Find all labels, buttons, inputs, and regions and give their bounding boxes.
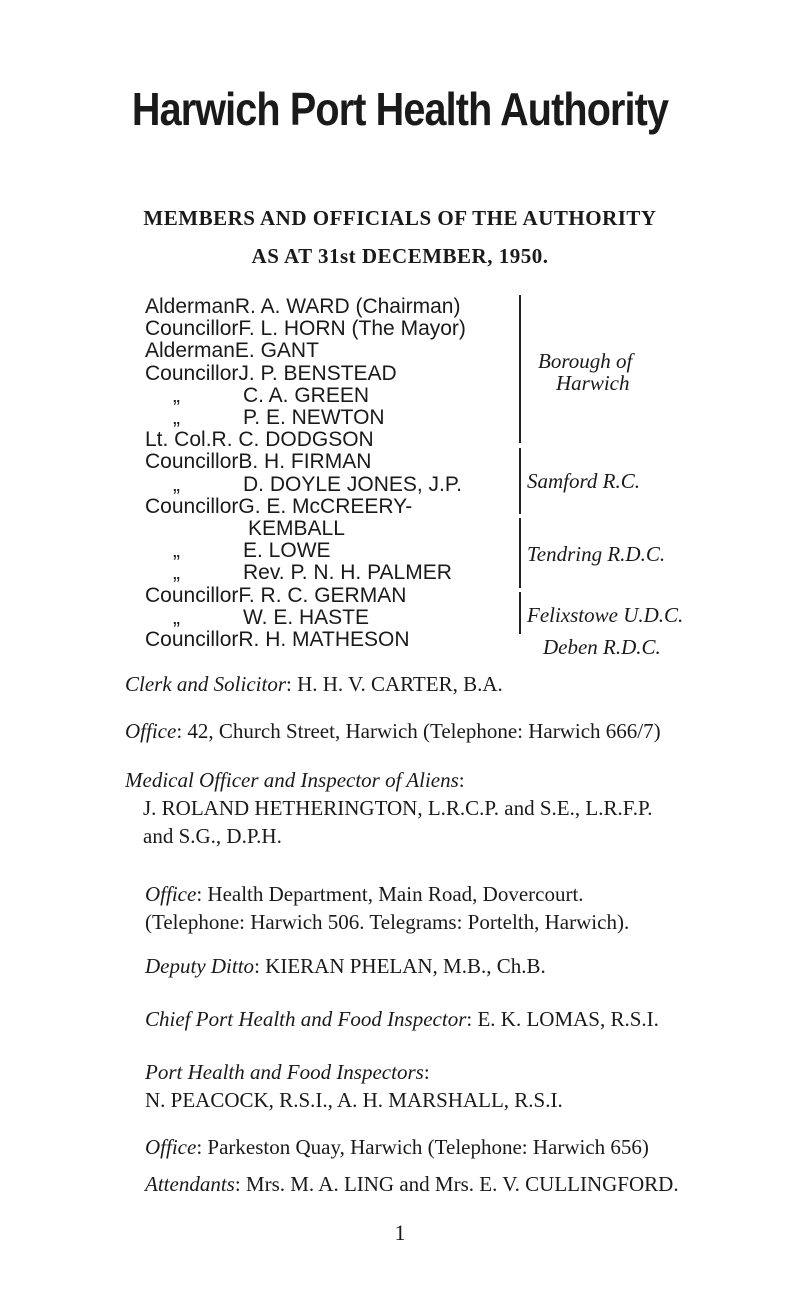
group-harwich-line1: Borough of [538, 349, 633, 373]
page-number: 1 [394, 1220, 406, 1245]
office2-label: Office [145, 882, 197, 906]
member-row [145, 562, 452, 584]
entry-clerk: Clerk and Solicitor: H. H. V. CARTER, B.A. [125, 672, 503, 696]
entry-office-2: Office: Health Department, Main Road, Dovercourt. (Telephone: Harwich 506. Telegrams: Portelth, Harwich). [145, 882, 630, 934]
member-name: E. LOWE [243, 539, 331, 563]
member-name: G. E. McCREERY- [238, 494, 413, 518]
brace-samford [513, 448, 521, 514]
member-name: KEMBALL [248, 517, 345, 540]
member-row [145, 385, 369, 407]
office1-label: Office [125, 719, 177, 743]
mo-value-2: and S.G., D.P.H. [143, 824, 282, 848]
member-row [145, 540, 331, 562]
member-title: Councillor [145, 494, 239, 518]
member-title: Councillor [145, 450, 239, 474]
member-row [145, 363, 397, 385]
deputy-label: Deputy Ditto [145, 954, 255, 978]
member-row [145, 340, 319, 362]
member-name: D. DOYLE JONES, J.P. [243, 472, 463, 496]
member-row [145, 607, 369, 629]
group-samford: Samford R.C. [527, 469, 640, 493]
member-name: R. C. DODGSON [211, 428, 374, 452]
ditto-mark: „ [173, 605, 180, 629]
member-name: F. L. HORN (The Mayor) [238, 317, 466, 341]
member-name: P. E. NEWTON [243, 406, 385, 429]
brace-felixstowe [513, 592, 521, 634]
entry-attendants: Attendants: Mrs. M. A. LING and Mrs. E. V. CULLINGFORD. [145, 1172, 679, 1196]
entry-medical-officer: Medical Officer and Inspector of Aliens: J. ROLAND HETHERINGTON, L.R.C.P. and S.E., L.R.F.P. and S.G., D.P.H. [125, 768, 653, 848]
group-tendring: Tendring R.D.C. [527, 542, 666, 566]
member-row [145, 296, 460, 318]
member-row [145, 451, 371, 473]
entry-office-3: Office: Parkeston Quay, Harwich (Telephone: Harwich 656) [145, 1135, 649, 1159]
ditto-mark: „ [173, 472, 180, 496]
member-title: Alderman [145, 339, 235, 363]
ditto-mark: „ [173, 383, 180, 407]
ditto-mark: „ [173, 539, 180, 563]
subtitle-line-1: MEMBERS AND OFFICIALS OF THE AUTHORITY [143, 206, 657, 230]
brace-harwich [513, 295, 521, 443]
member-name: C. A. GREEN [243, 383, 370, 407]
office1-value: 42, Church Street, Harwich (Telephone: Harwich 666/7) [187, 719, 661, 743]
brace-tendring [513, 518, 521, 588]
member-row [145, 318, 466, 340]
member-row [248, 518, 345, 540]
mo-value-1: J. ROLAND HETHERINGTON, L.R.C.P. and S.E., L.R.F.P. [143, 796, 653, 820]
entry-deputy: Deputy Ditto: KIERAN PHELAN, M.B., Ch.B. [145, 954, 546, 978]
mo-label: Medical Officer and Inspector of Aliens [125, 768, 459, 792]
office3-label: Office [145, 1135, 197, 1159]
member-title: Councillor [145, 583, 239, 607]
office2-value-1: Health Department, Main Road, Dovercourt. [207, 882, 584, 906]
member-row [145, 585, 406, 607]
office3-value: Parkeston Quay, Harwich (Telephone: Harwich 656) [207, 1135, 649, 1159]
member-name: Rev. P. N. H. PALMER [243, 561, 452, 585]
subtitle-line-2: AS AT 31st DECEMBER, 1950. [251, 244, 549, 268]
member-name: B. H. FIRMAN [238, 450, 372, 474]
member-title: Councillor [145, 361, 239, 385]
member-title: Alderman [145, 295, 235, 318]
member-row [145, 474, 462, 496]
member-title: Councillor [145, 628, 239, 651]
entry-office-1: Office: 42, Church Street, Harwich (Telephone: Harwich 666/7) [125, 719, 661, 743]
group-felixstowe: Felixstowe U.D.C. [527, 603, 684, 627]
chief-label: Chief Port Health and Food Inspector [145, 1007, 467, 1031]
member-name: J. P. BENSTEAD [238, 361, 397, 385]
member-name: R. A. WARD (Chairman) [234, 295, 461, 318]
document-title: Harwich Port Health Authority [131, 83, 669, 135]
clerk-value: H. H. V. CARTER, B.A. [297, 672, 503, 696]
member-name: E. GANT [234, 339, 319, 363]
deputy-value: KIERAN PHELAN, M.B., Ch.B. [265, 954, 546, 978]
member-row [145, 429, 374, 451]
member-row [145, 629, 410, 651]
office2-value-2: (Telephone: Harwich 506. Telegrams: Portelth, Harwich). [145, 910, 630, 934]
group-deben: Deben R.D.C. [543, 635, 661, 659]
member-row [145, 496, 412, 518]
member-row [145, 407, 385, 429]
ditto-mark: „ [173, 561, 180, 585]
inspectors-value: N. PEACOCK, R.S.I., A. H. MARSHALL, R.S.I. [145, 1088, 563, 1112]
member-title: Councillor [145, 317, 239, 341]
group-harwich-line2: Harwich [556, 371, 630, 395]
chief-value: E. K. LOMAS, R.S.I. [477, 1007, 659, 1031]
ditto-mark: „ [173, 406, 180, 429]
member-name: F. R. C. GERMAN [238, 583, 407, 607]
member-name: W. E. HASTE [243, 605, 370, 629]
entry-chief-inspector: Chief Port Health and Food Inspector: E. K. LOMAS, R.S.I. [145, 1007, 659, 1031]
attendants-value: Mrs. M. A. LING and Mrs. E. V. CULLINGFORD. [245, 1172, 679, 1196]
entry-inspectors: Port Health and Food Inspectors: N. PEACOCK, R.S.I., A. H. MARSHALL, R.S.I. [145, 1060, 563, 1112]
member-name: R. H. MATHESON [238, 628, 410, 651]
attendants-label: Attendants [145, 1172, 235, 1196]
member-title: Lt. Col. [145, 428, 212, 452]
clerk-label: Clerk and Solicitor [125, 672, 286, 696]
inspectors-label: Port Health and Food Inspectors [145, 1060, 424, 1084]
